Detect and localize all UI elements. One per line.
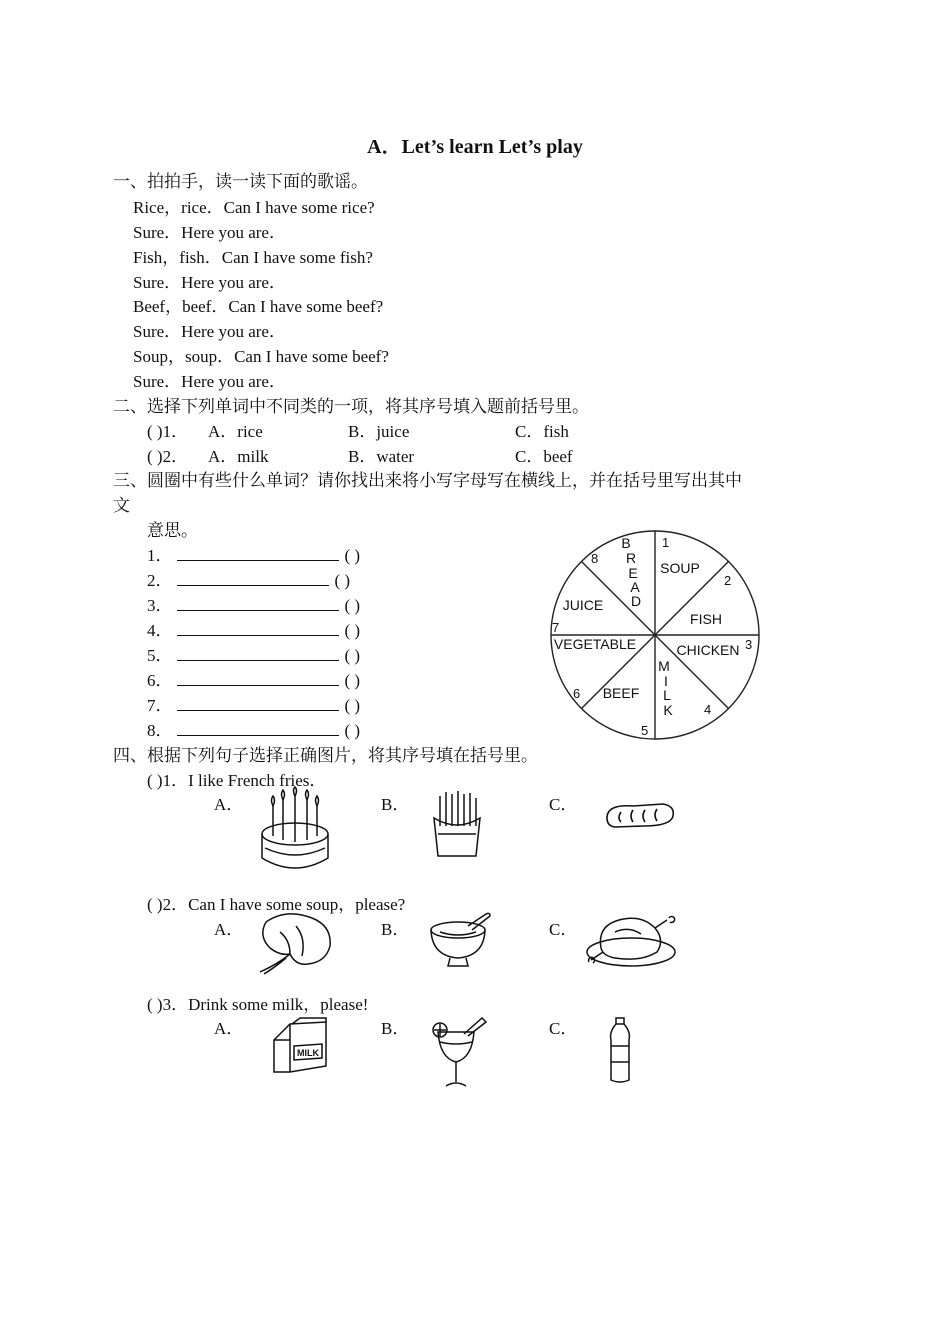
chant-line: Sure．Here you are． [133, 223, 286, 242]
meaning-paren[interactable]: ( ) [344, 646, 361, 665]
q2-1-option-b: B．juice [348, 422, 410, 441]
wheel-number: 3 [745, 637, 753, 652]
answer-line-2[interactable] [147, 566, 350, 591]
section4-heading: 四、根据下列句子选择正确图片，将其序号填在括号里。 [113, 746, 538, 766]
wheel-word-fish: FISH [690, 611, 722, 627]
answer-blank[interactable] [177, 721, 339, 736]
answer-blank[interactable] [177, 596, 339, 611]
wheel-letter: B [621, 535, 631, 551]
wheel-number: 6 [573, 686, 581, 701]
q4-2-option-a[interactable]: A． [214, 920, 244, 939]
wheel-number: 4 [704, 702, 712, 717]
wheel-letter: M [658, 658, 670, 674]
chant-line: Rice，rice．Can I have some rice? [133, 198, 375, 217]
answer-line-1[interactable] [147, 541, 360, 566]
milk-carton-icon[interactable] [270, 1016, 330, 1076]
wheel-letter: R [625, 550, 637, 566]
item-number: 7． [147, 696, 173, 715]
q2-1-number: ( )1． [147, 422, 189, 441]
juice-glass-icon[interactable] [426, 1016, 492, 1092]
chant-line: Beef，beef．Can I have some beef? [133, 297, 384, 316]
answer-line-7[interactable] [147, 691, 360, 716]
wheel-word-vegetable: VEGETABLE [553, 636, 637, 652]
meaning-paren[interactable]: ( ) [344, 546, 361, 565]
q4-2-text: ( )2．Can I have some soup，please? [147, 895, 406, 914]
answer-line-3[interactable] [147, 591, 360, 616]
q2-2-option-c: C．beef [515, 447, 573, 466]
answer-blank[interactable] [177, 671, 339, 686]
q4-2-option-b[interactable]: B． [381, 920, 410, 939]
answer-blank[interactable] [177, 621, 339, 636]
q4-1-option-b[interactable]: B． [381, 795, 410, 814]
q4-3-option-c[interactable]: C． [549, 1019, 578, 1038]
q2-2-number: ( )2． [147, 447, 189, 466]
page-title: A．Let’s learn Let’s play [367, 136, 583, 158]
wheel-outline [551, 531, 759, 739]
answer-line-4[interactable] [147, 616, 360, 641]
answer-line-8[interactable] [147, 716, 360, 741]
q2-1-option-c: C．fish [515, 422, 569, 441]
french-fries-icon[interactable] [430, 788, 484, 860]
item-number: 5． [147, 646, 173, 665]
wheel-number: 8 [591, 551, 599, 566]
wheel-letter: E [628, 565, 638, 581]
q4-3-text: ( )3．Drink some milk，please! [147, 995, 369, 1014]
section2-heading: 二、选择下列单词中不同类的一项，将其序号填入题前括号里。 [113, 397, 589, 417]
item-number: 1． [147, 546, 173, 565]
meaning-paren[interactable]: ( ) [344, 671, 361, 690]
q4-2-option-c[interactable]: C． [549, 920, 578, 939]
meaning-paren[interactable]: ( ) [344, 721, 361, 740]
cabbage-icon[interactable] [256, 912, 334, 976]
section3-heading-cont: 文 [113, 496, 130, 516]
item-number: 6． [147, 671, 173, 690]
chant-line: Soup，soup．Can I have some beef? [133, 347, 389, 366]
meaning-paren[interactable]: ( ) [344, 696, 361, 715]
q4-1-option-c[interactable]: C． [549, 795, 578, 814]
answer-blank[interactable] [177, 546, 339, 561]
wheel-letter: L [663, 687, 671, 703]
answer-line-6[interactable] [147, 666, 360, 691]
wheel-letter: K [663, 702, 673, 718]
item-number: 4． [147, 621, 173, 640]
q2-2-option-b: B．water [348, 447, 415, 466]
chant-line: Sure．Here you are． [133, 273, 286, 292]
q4-3-option-a[interactable]: A． [214, 1019, 244, 1038]
q4-1-text: ( )1．I like French fries． [147, 771, 327, 790]
answer-blank[interactable] [177, 696, 339, 711]
wheel-word-soup: SOUP [660, 560, 700, 576]
meaning-paren[interactable]: ( ) [344, 596, 361, 615]
chant-line: Sure．Here you are． [133, 322, 286, 341]
wheel-number: 2 [724, 573, 732, 588]
chant-line: Sure．Here you are． [133, 372, 286, 391]
section1-heading: 一、拍拍手，读一读下面的歌谣。 [113, 172, 368, 192]
wheel-number: 1 [662, 535, 670, 550]
cake-icon[interactable] [257, 786, 333, 876]
item-number: 2． [147, 571, 173, 590]
section3-heading-cont: 意思。 [147, 521, 198, 541]
q2-1-option-a: A．rice [208, 422, 263, 441]
q4-1-option-a[interactable]: A． [214, 795, 244, 814]
q2-2-option-a: A．milk [208, 447, 269, 466]
answer-line-5[interactable] [147, 641, 360, 666]
wheel-number: 5 [641, 723, 649, 738]
answer-blank[interactable] [177, 571, 329, 586]
q4-3-option-b[interactable]: B． [381, 1019, 410, 1038]
meaning-paren[interactable]: ( ) [334, 571, 351, 590]
section3-heading: 三、圆圈中有些什么单词？请你找出来将小写字母写在横线上，并在括号里写出其中 [113, 471, 742, 491]
bread-icon[interactable] [603, 800, 677, 832]
item-number: 8． [147, 721, 173, 740]
wheel-letter: A [630, 579, 640, 595]
wheel-word-juice: JUICE [562, 597, 604, 613]
wheel-word-chicken: CHICKEN [676, 642, 740, 658]
wheel-letter: D [630, 593, 642, 609]
item-number: 3． [147, 596, 173, 615]
answer-blank[interactable] [177, 646, 339, 661]
water-bottle-icon[interactable] [605, 1016, 635, 1086]
soup-bowl-icon[interactable] [428, 912, 492, 968]
meaning-paren[interactable]: ( ) [344, 621, 361, 640]
wheel-number: 7 [552, 620, 560, 635]
carton-label: MILK [297, 1048, 319, 1058]
wheel-word-beef: BEEF [602, 685, 640, 701]
word-wheel [540, 525, 765, 745]
roast-chicken-icon[interactable] [585, 912, 679, 970]
chant-line: Fish，fish．Can I have some fish? [133, 248, 373, 267]
wheel-letter: I [664, 673, 668, 689]
